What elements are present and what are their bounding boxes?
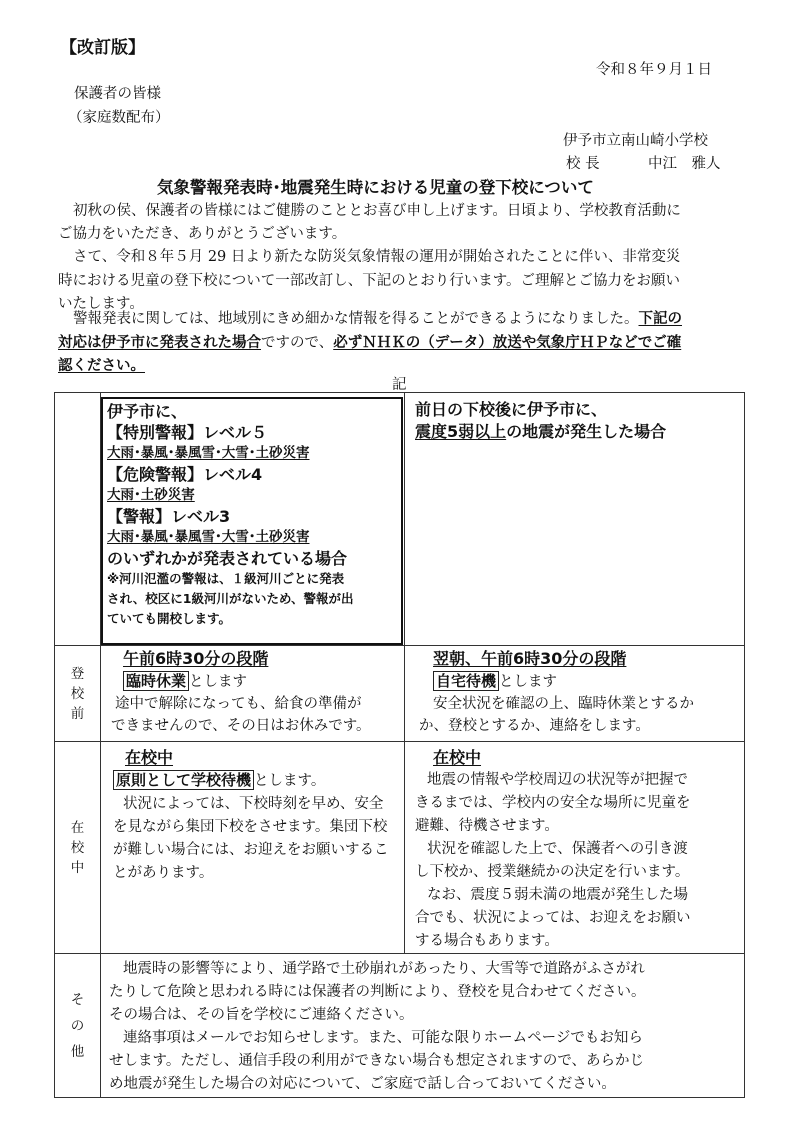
recipient-line-1: 保護者の皆様 bbox=[74, 86, 161, 102]
para2-line2: 時における児童の登下校について一部改訂し、下記のとおり行います。ご理解とご協力をお願い bbox=[58, 273, 681, 289]
before-left-text-1: 途中で解除になっても、給食の準備が bbox=[115, 696, 362, 712]
quake-line-2 bbox=[415, 421, 744, 443]
before-right-text-2: か、登校とするか、連絡をします。 bbox=[419, 718, 650, 734]
other-text-6: め地震が発生した場合の対応について、ご家庭で話し合っておいてください。 bbox=[109, 1076, 616, 1092]
label-char: 他 bbox=[70, 1043, 85, 1060]
during-left-text-2: を見ながら集団下校をさせます。集団下校 bbox=[113, 819, 388, 835]
before-right-text-1: 安全状況を確認の上、臨時休業とするか bbox=[433, 696, 694, 712]
recipient-line-2: （家庭数配布） bbox=[68, 110, 170, 126]
quake-line-2-rest: の地震が発生した場合 bbox=[506, 422, 667, 441]
warn-line-7: 大雨･暴風･暴風雪･大雪･土砂災害 bbox=[107, 529, 310, 545]
label-char: 校 bbox=[70, 685, 85, 702]
other-cell bbox=[101, 954, 745, 1098]
school-standby-box: 原則として学校待機 bbox=[113, 770, 254, 790]
during-right-text-6: なお、震度５弱未満の地震が発生した場 bbox=[427, 887, 688, 903]
label-during-school bbox=[55, 742, 101, 954]
para3-line1 bbox=[73, 307, 682, 328]
warn-line-4: 【危険警報】レベル4 bbox=[107, 465, 263, 484]
before-left-text-2: できませんので、その日はお休みです。 bbox=[111, 718, 371, 734]
warn-note-3: ていても開校します。 bbox=[107, 611, 232, 626]
during-right-text-8: する場合もあります。 bbox=[415, 933, 559, 949]
warn-line-2: 【特別警報】レベル５ bbox=[107, 423, 268, 442]
other-text-1: 地震時の影響等により、通学路で土砂崩れがあったり、大雪等で道路がふさがれ bbox=[123, 961, 645, 977]
during-right-text-1: 地震の情報や学校周辺の状況等が把握で bbox=[427, 772, 688, 788]
label-char: そ bbox=[70, 991, 85, 1008]
page-title: 気象警報発表時･地震発生時における児童の登下校について bbox=[157, 178, 594, 197]
during-right-text-5: し下校か、授業継続かの決定を行います。 bbox=[415, 864, 690, 880]
label-char: 前 bbox=[70, 705, 85, 722]
warn-line-8: のいずれかが発表されている場合 bbox=[107, 549, 348, 568]
response-table bbox=[54, 392, 745, 1098]
para3-emphasis-2: 対応は伊予市に発表された場合 bbox=[58, 335, 261, 351]
warn-line-3: 大雨･暴風･暴風雪･大雪･土砂災害 bbox=[107, 445, 310, 461]
para3-emphasis: 下記の bbox=[638, 311, 682, 327]
warn-note-2: され、校区に1級河川がないため、警報が出 bbox=[107, 591, 354, 606]
warn-line-6: 【警報】レベル3 bbox=[107, 507, 231, 526]
blank-label-cell bbox=[55, 393, 101, 646]
para3-emphasis-3: 必ずＮＨＫの（データ）放送や気象庁ＨＰなどでご確 bbox=[333, 335, 682, 351]
during-left-head: 在校中 bbox=[125, 748, 174, 767]
during-right-text-7: 合でも、状況によっては、お迎えをお願い bbox=[415, 910, 691, 926]
para1-line2: ご協力をいただき、ありがとうございます。 bbox=[58, 226, 347, 242]
during-left-text-1: 状況によっては、下校時刻を早め、安全 bbox=[123, 796, 384, 812]
during-right-head: 在校中 bbox=[433, 748, 482, 767]
during-left-cell bbox=[101, 742, 405, 954]
revised-label: 【改訂版】 bbox=[60, 38, 145, 58]
para3-line3: 認ください。 bbox=[58, 358, 145, 374]
para2-line1: さて、令和８年５月 29 日より新たな防災気象情報の運用が開始されたことに伴い、非常変災 bbox=[73, 249, 681, 265]
during-left-text-3: が難しい場合には、お迎えをお願いするこ bbox=[113, 842, 389, 858]
label-char: 登 bbox=[70, 665, 85, 682]
before-left-cell bbox=[101, 646, 405, 742]
para3-mid: ですので、 bbox=[261, 335, 334, 351]
warning-box bbox=[101, 397, 403, 645]
before-right-suffix: とします bbox=[499, 674, 558, 690]
other-text-2: たりして危険と思われる時には保護者の判断により、登校を見合わせてください。 bbox=[109, 984, 646, 1000]
label-other bbox=[55, 954, 101, 1098]
before-right-cell bbox=[405, 646, 745, 742]
para3-line2 bbox=[58, 331, 681, 352]
during-right-text-2: きるまでは、学校内の安全な場所に児童を bbox=[415, 795, 691, 811]
label-char: の bbox=[70, 1017, 85, 1034]
school-name: 伊予市立南山崎小学校 bbox=[563, 133, 708, 149]
warning-cell bbox=[101, 393, 405, 646]
warn-line-1: 伊予市に、 bbox=[107, 402, 188, 421]
quake-line-1: 前日の下校後に伊予市に、 bbox=[415, 400, 608, 419]
label-char: 中 bbox=[70, 859, 85, 876]
other-text-3: その場合は、その旨を学校にご連絡ください。 bbox=[109, 1007, 414, 1023]
temporary-closure-box: 臨時休業 bbox=[123, 671, 189, 691]
label-char: 校 bbox=[70, 839, 85, 856]
quake-intensity: 震度5弱以上 bbox=[415, 422, 507, 441]
warn-line-5: 大雨･土砂災害 bbox=[107, 487, 195, 503]
during-right-cell bbox=[405, 742, 745, 954]
during-right-text-3: 避難、待機させます。 bbox=[415, 818, 559, 834]
label-before-school bbox=[55, 646, 101, 742]
before-left-suffix: とします bbox=[189, 674, 248, 690]
warn-note-1: ※河川氾濫の警報は、１級河川ごとに発表 bbox=[107, 571, 345, 586]
during-left-text-4: とがあります。 bbox=[113, 865, 214, 881]
principal-role: 校 長 bbox=[566, 156, 600, 172]
para1-line1: 初秋の侯、保護者の皆様にはご健勝のこととお喜び申し上げます。日頃より、学校教育活動に bbox=[73, 203, 681, 219]
before-left-head: 午前6時30分の段階 bbox=[123, 649, 269, 668]
label-char: 在 bbox=[70, 819, 85, 836]
principal-name: 中江 雅人 bbox=[648, 156, 721, 172]
para2-line3: いたします。 bbox=[58, 296, 144, 312]
other-text-4: 連絡事項はメールでお知らせします。また、可能な限りホームページでもお知ら bbox=[123, 1030, 643, 1046]
para3-text: 警報発表に関しては、地域別にきめ細かな情報を得ることができるようになりました。 bbox=[73, 311, 639, 327]
issue-date: 令和８年９月１日 bbox=[596, 62, 712, 78]
before-right-head: 翌朝、午前6時30分の段階 bbox=[433, 649, 627, 668]
other-text-5: せします。ただし、通信手段の利用ができない場合も想定されますので、あらかじ bbox=[109, 1053, 645, 1069]
ki-heading: 記 bbox=[392, 377, 407, 393]
during-left-suffix: とします。 bbox=[254, 773, 326, 789]
during-right-text-4: 状況を確認した上で、保護者への引き渡 bbox=[427, 841, 688, 857]
home-standby-box: 自宅待機 bbox=[433, 671, 499, 691]
quake-cell bbox=[405, 393, 745, 646]
